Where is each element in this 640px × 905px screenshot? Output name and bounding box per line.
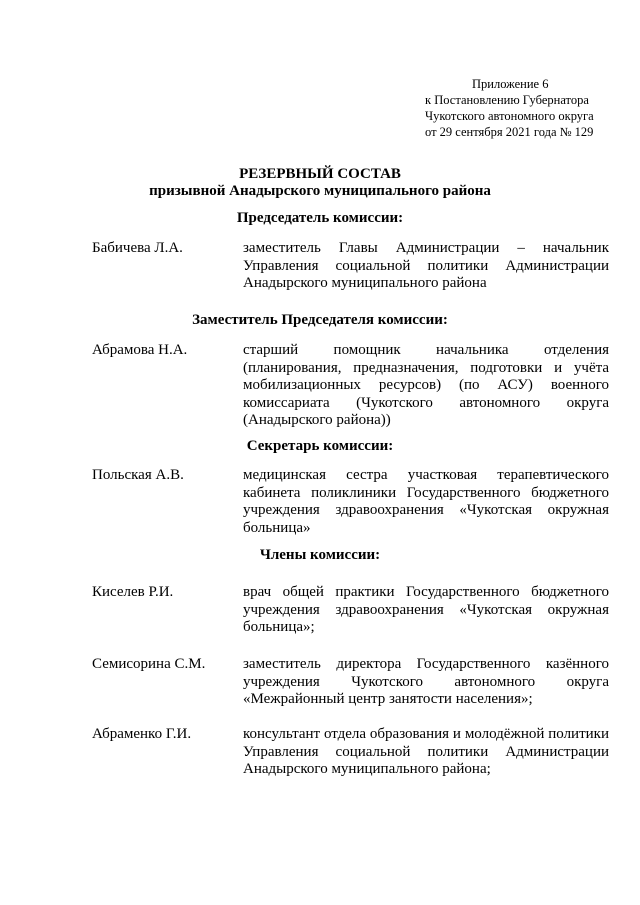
member-role: заместитель директора Государственного казённого учреждения Чукотского автономного округа «Межрайонный центр занятости населения»; xyxy=(243,656,609,707)
appendix-number: Приложение 6 xyxy=(472,77,549,91)
member-name: Абраменко Г.И. xyxy=(92,726,192,742)
member-name: Семисорина С.М. xyxy=(92,656,206,672)
appendix-date: от 29 сентября 2021 года № 129 xyxy=(425,125,594,139)
section-secretary: Секретарь комиссии: xyxy=(246,438,394,454)
appendix-block xyxy=(425,76,594,140)
member-name: Бабичева Л.А. xyxy=(92,240,183,256)
member-role: врач общей практики Государственного бюджетного учреждения здравоохранения «Чукотская окружная больница»; xyxy=(243,584,609,635)
document-title: РЕЗЕРВНЫЙ СОСТАВ xyxy=(239,166,401,182)
member-name: Абрамова Н.А. xyxy=(92,342,188,358)
document-subtitle: призывной Анадырского муниципального района xyxy=(149,183,491,199)
member-name: Киселев Р.И. xyxy=(92,584,174,600)
member-name: Польская А.В. xyxy=(92,467,184,483)
appendix-reference: к Постановлению Губернатора xyxy=(425,93,589,107)
member-role: заместитель Главы Администрации – начальник Управления социальной политики Администрации Анадырского муниципального района xyxy=(243,240,609,291)
member-role: медицинская сестра участковая терапевтического кабинета поликлиники Государственного бюджетного учреждения здравоохранения «Чукотская окружная больница» xyxy=(243,467,609,536)
member-role: консультант отдела образования и молодёжной политики Управления социальной политики Администрации Анадырского муниципального района; xyxy=(243,726,609,777)
section-deputy: Заместитель Председателя комиссии: xyxy=(192,312,448,328)
member-role: старший помощник начальника отделения (планирования, предназначения, подготовки и учёта мобилизационных ресурсов) (по АСУ) военного комиссариата (Чукотского автономного округа (Анадырского района)) xyxy=(243,342,609,428)
section-members: Члены комиссии: xyxy=(259,547,381,563)
section-chairman: Председатель комиссии: xyxy=(236,210,404,226)
appendix-region: Чукотского автономного округа xyxy=(425,109,594,123)
